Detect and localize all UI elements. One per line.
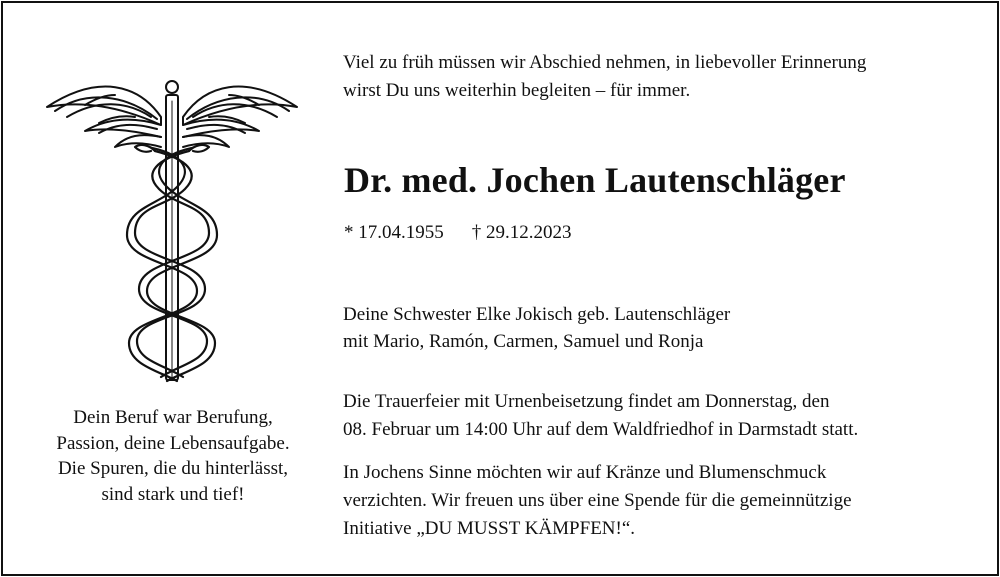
death-date: † 29.12.2023 (471, 222, 572, 243)
life-dates (344, 222, 572, 244)
quote-line: Passion, deine Lebensaufgabe. (56, 432, 290, 454)
left-wing (47, 87, 161, 147)
obituary-notice (1, 1, 999, 576)
right-wing (183, 87, 297, 147)
birth-date: * 17.04.1955 (344, 222, 444, 243)
quote-line: sind stark und tief! (101, 483, 245, 505)
ceremony-line: Die Trauerfeier mit Urnenbeisetzung findet am Donnerstag, den (343, 391, 830, 412)
quote-block (25, 405, 321, 507)
quote-line: Die Spuren, die du hinterlässt, (57, 458, 289, 479)
caduceus-icon (39, 65, 305, 387)
mourners (343, 301, 730, 355)
intro-line: Viel zu früh müssen wir Abschied nehmen, in liebevoller Erinnerung (343, 52, 867, 73)
ceremony-line: 08. Februar um 14:00 Uhr auf dem Waldfriedhof in Darmstadt statt. (343, 419, 859, 440)
wish-line: Initiative „DU MUSST KÄMPFEN!“. (343, 518, 636, 539)
intro-line: wirst Du uns weiterhin begleiten – für immer. (343, 79, 691, 101)
mourners-line: mit Mario, Ramón, Carmen, Samuel und Ronja (343, 331, 704, 352)
donation-wish (343, 459, 852, 543)
staff (166, 81, 178, 380)
ceremony-info (343, 388, 858, 444)
mourners-line: Deine Schwester Elke Jokisch geb. Lautenschläger (343, 304, 731, 325)
deceased-name: Dr. med. Jochen Lautenschläger (344, 160, 846, 200)
wish-line: verzichten. Wir freuen uns über eine Spende für die gemeinnützige (343, 490, 852, 511)
quote-line: Dein Beruf war Berufung, (73, 407, 273, 428)
intro-text (343, 49, 866, 104)
wish-line: In Jochens Sinne möchten wir auf Kränze und Blumenschmuck (343, 462, 827, 483)
